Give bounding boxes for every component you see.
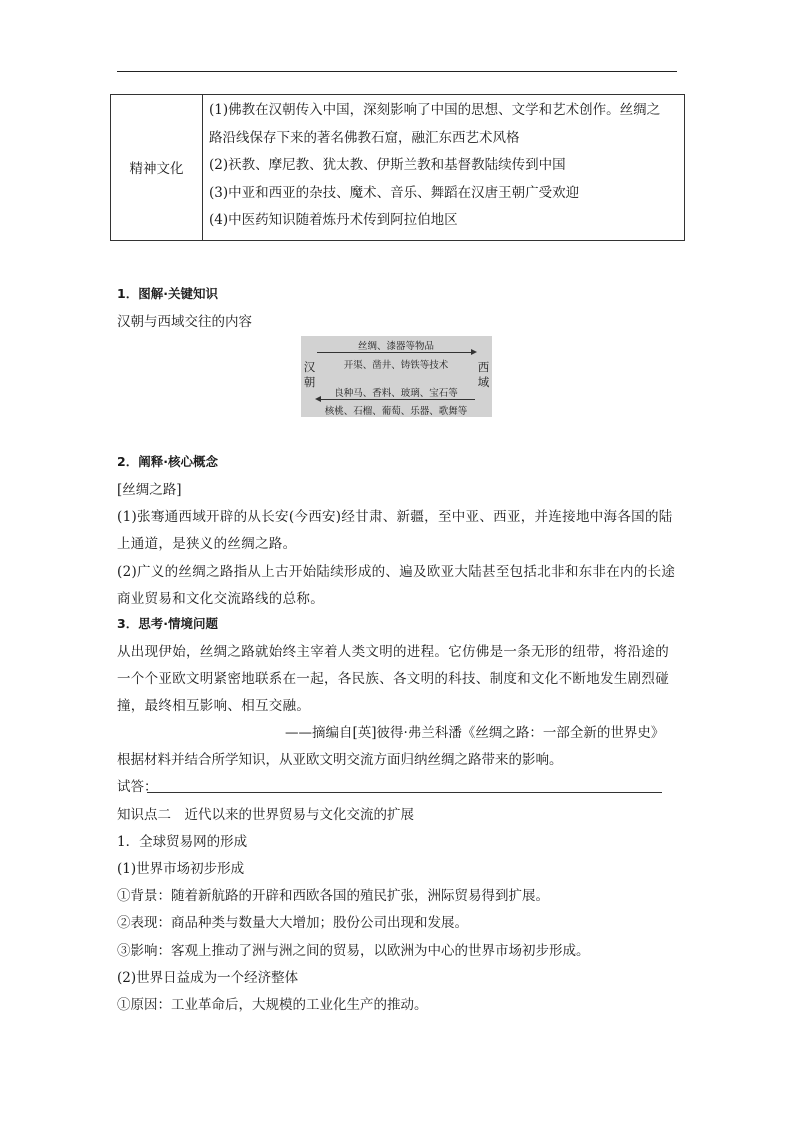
knowledge-line: ①原因：工业革命后，大规模的工业化生产的推动。 <box>117 997 428 1013</box>
question-text: 根据材料并结合所学知识，从亚欧文明交流方面归纳丝绸之路带来的影响。 <box>117 752 563 768</box>
han-western-regions-diagram <box>301 336 492 417</box>
diagram-row-imports-culture: 核桃、石榴、葡萄、乐器、歌舞等 <box>324 406 468 417</box>
concept-term: [丝绸之路] <box>117 482 182 498</box>
table-item: (2)祆教、摩尼教、犹太教、伊斯兰教和基督教陆续传到中国 <box>209 157 566 173</box>
material-line: 撞，最终相互影响、相互交融。 <box>117 698 311 714</box>
section-heading-concept: 2．阐释·核心概念 <box>117 454 218 469</box>
arrow-right-line <box>317 352 475 353</box>
table-item: (4)中医药知识随着炼丹术传到阿拉伯地区 <box>209 212 458 228</box>
knowledge-line: ②表现：商品种类与数量大大增加；股份公司出现和发展。 <box>117 915 468 931</box>
material-line: 从出现伊始，丝绸之路就始终主宰着人类文明的进程。它仿佛是一条无形的纽带，将沿途的 <box>117 644 669 660</box>
knowledge-line: (1)世界市场初步形成 <box>117 861 245 877</box>
diagram-label-han: 汉 朝 <box>303 360 316 389</box>
table-item: (1)佛教在汉朝传入中国，深刻影响了中国的思想、文学和艺术创作。丝绸之 <box>209 102 661 118</box>
section-heading-question: 3．思考·情境问题 <box>117 616 218 631</box>
table-row-content <box>203 95 685 241</box>
knowledge-line: ③影响：客观上推动了洲与洲之间的贸易，以欧洲为中心的世界市场初步形成。 <box>117 943 590 959</box>
concept-line: 商业贸易和文化交流路线的总称。 <box>117 591 324 607</box>
diagram-caption: 汉朝与西域交往的内容 <box>117 314 252 330</box>
culture-table <box>110 94 685 241</box>
knowledge-line: 1．全球贸易网的形成 <box>117 834 248 850</box>
diagram-row-exports-tech: 开渠、凿井、铸铁等技术 <box>343 360 449 371</box>
material-source: ——摘编自[英]彼得·弗兰科潘《丝绸之路：一部全新的世界史》 <box>285 725 665 741</box>
arrow-left-icon <box>315 396 321 402</box>
material-line: 一个个亚欧文明紧密地联系在一起，各民族、各文明的科技、制度和文化不断地发生剧烈碰 <box>117 671 669 687</box>
answer-line[interactable] <box>147 792 662 793</box>
table-item: (3)中亚和西亚的杂技、魔术、音乐、舞蹈在汉唐王朝广受欢迎 <box>209 184 580 201</box>
diagram-label-western-regions: 西 域 <box>477 360 490 389</box>
table-row-label: 精神文化 <box>111 95 203 241</box>
concept-line: 上通道，是狭义的丝绸之路。 <box>117 536 297 552</box>
knowledge-line: ①背景：随着新航路的开辟和西欧各国的殖民扩张，洲际贸易得到扩展。 <box>117 888 549 904</box>
section-heading-illustration: 1．图解·关键知识 <box>117 286 218 301</box>
knowledge-line: (2)世界日益成为一个经济整体 <box>117 970 299 986</box>
diagram-row-exports-goods: 丝绸、漆器等物品 <box>357 341 434 352</box>
knowledge-point-title: 知识点二 近代以来的世界贸易与文化交流的扩展 <box>117 807 414 823</box>
table-item: 路沿线保存下来的著名佛教石窟，融汇东西艺术风格 <box>209 129 520 146</box>
concept-line: (1)张骞通西域开辟的从长安(今西安)经甘肃、新疆，至中亚、西亚，并连接地中海各国的陆 <box>117 509 673 525</box>
diagram-row-imports-goods: 良种马、香料、玻璃、宝石等 <box>334 388 458 399</box>
arrow-left-line <box>317 399 475 400</box>
answer-label: 试答： <box>117 779 158 795</box>
concept-line: (2)广义的丝绸之路指从上古开始陆续形成的、遍及欧亚大陆甚至包括北非和东非在内的长途 <box>117 564 676 580</box>
arrow-right-icon <box>471 349 477 355</box>
header-rule <box>117 71 677 72</box>
